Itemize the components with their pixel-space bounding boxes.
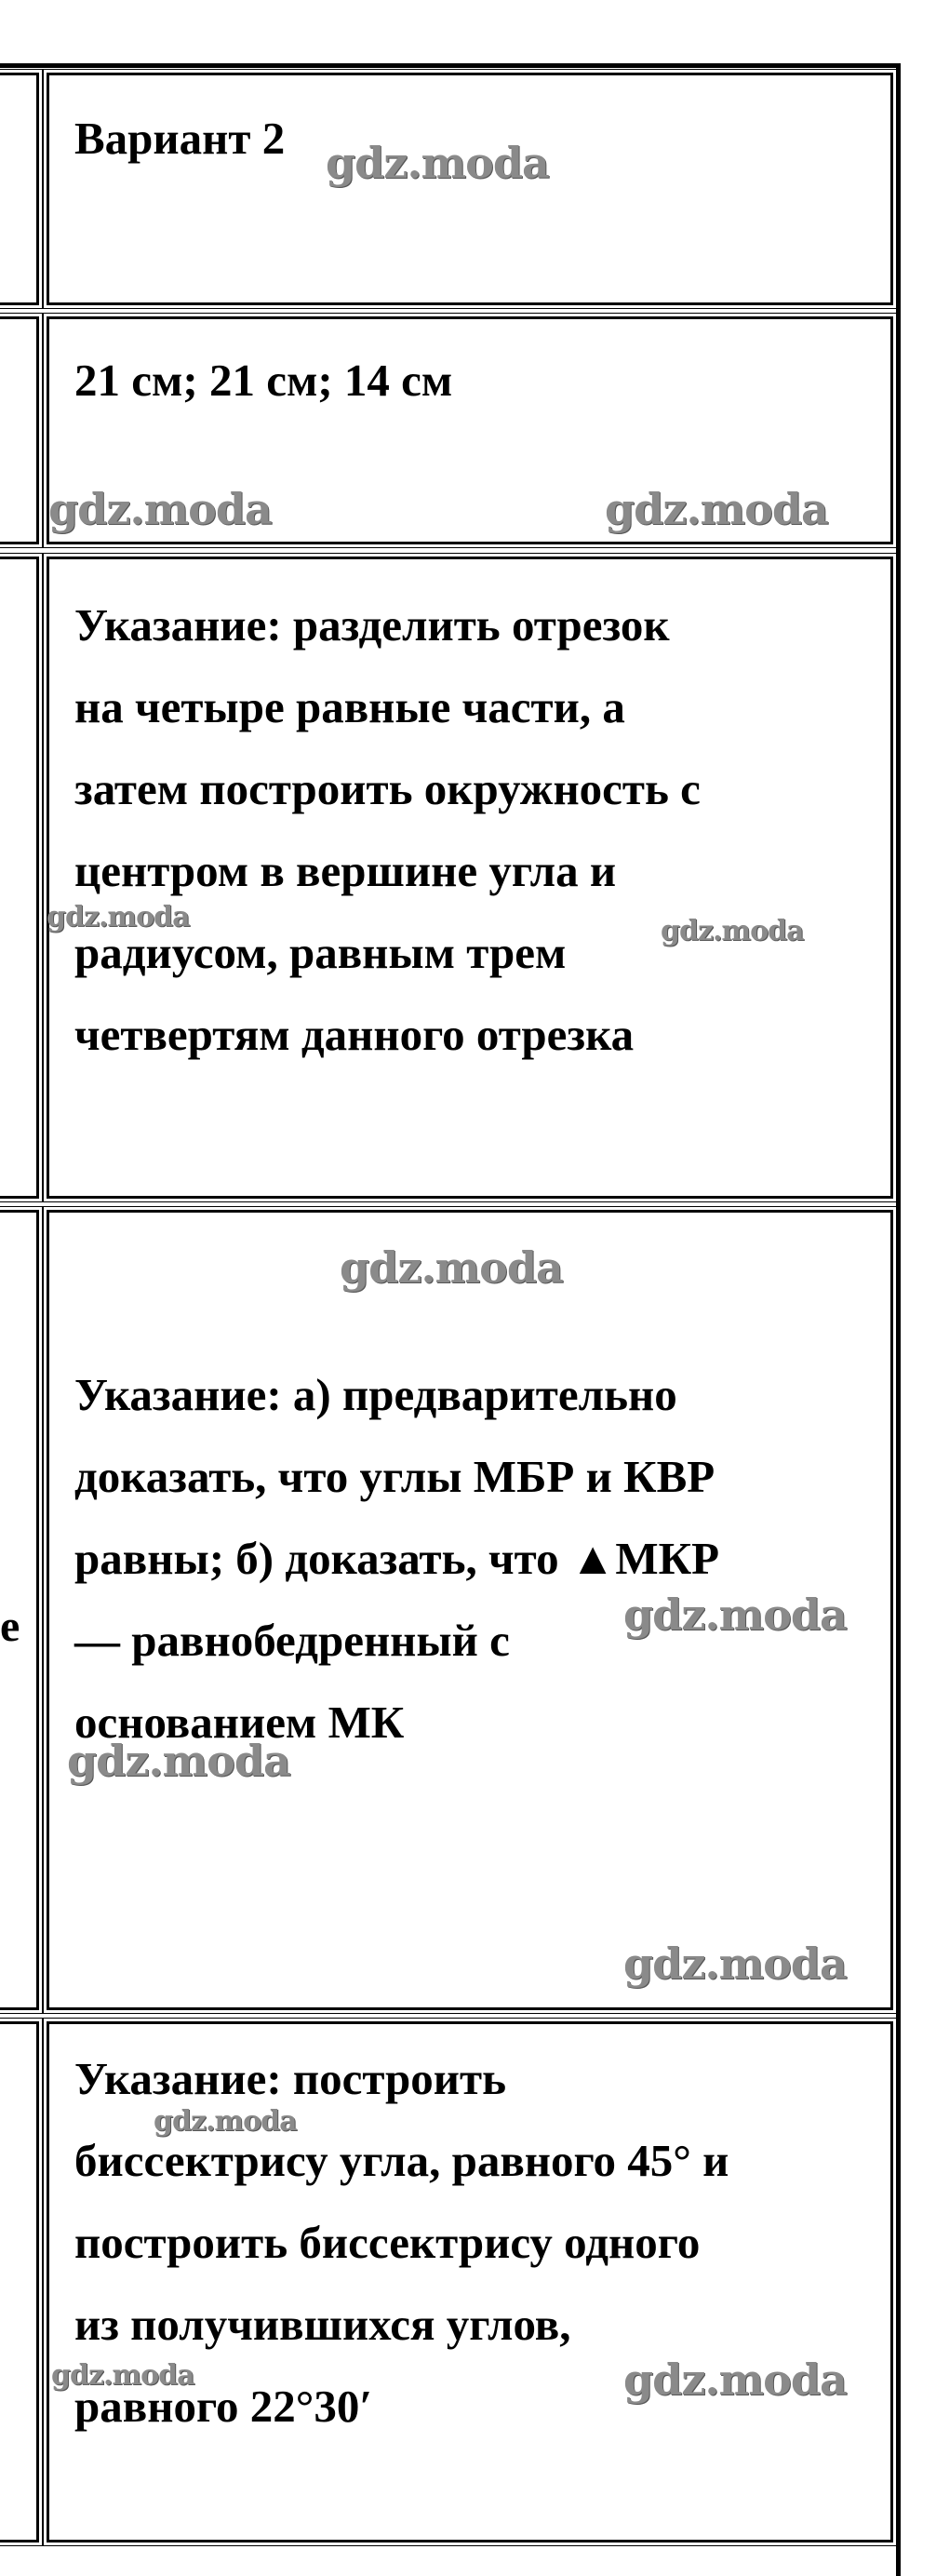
variant-heading: Вариант 2 xyxy=(74,113,286,164)
watermark-text: gdz.moda xyxy=(661,915,804,947)
left-cell-3 xyxy=(0,557,39,1199)
watermark-text: gdz.moda xyxy=(340,1242,563,1293)
watermark-text: gdz.moda xyxy=(605,484,828,534)
watermark-text: gdz.moda xyxy=(623,2355,847,2405)
watermark-text: gdz.moda xyxy=(47,901,190,933)
watermark-text: gdz.moda xyxy=(326,138,549,188)
answer-3-line: четвертям данного отрезка xyxy=(74,1009,635,1060)
left-cell-2 xyxy=(0,316,39,544)
answer-5-line: построить биссектрису одного xyxy=(74,2217,701,2268)
answer-3-line: затем построить окружность с xyxy=(74,763,701,814)
answer-5-line: равного 22°30′ xyxy=(74,2381,373,2432)
answer-4-line: Указание: а) предварительно xyxy=(74,1369,677,1420)
answer-5-line: биссектрису угла, равного 45° и xyxy=(74,2135,729,2186)
watermark-text: gdz.moda xyxy=(623,1590,847,1640)
answer-4-line: равны; б) доказать, что ▲МКР xyxy=(74,1533,720,1584)
watermark-text: gdz.moda xyxy=(67,1736,290,1786)
answer-4-line: — равнобедренный с xyxy=(74,1615,510,1666)
left-cell-5 xyxy=(0,2021,39,2542)
answer-4-line: основанием МК xyxy=(74,1697,405,1748)
watermark-text: gdz.moda xyxy=(623,1939,847,1989)
answer-3-line: центром в вершине угла и xyxy=(74,845,617,896)
answer-4-line: доказать, что углы МБР и КВР xyxy=(74,1451,715,1502)
answer-3-line: Указание: разделить отрезок xyxy=(74,599,670,651)
answer-5-line: Указание: построить xyxy=(74,2053,507,2104)
clipped-left-text: e xyxy=(0,1602,20,1651)
watermark-text: gdz.moda xyxy=(51,2359,194,2392)
answer-3-line: на четыре равные части, а xyxy=(74,681,625,732)
watermark-text: gdz.moda xyxy=(154,2105,297,2138)
answer-2-text: 21 см; 21 см; 14 см xyxy=(74,355,453,406)
watermark-text: gdz.moda xyxy=(48,484,272,534)
answer-3-line: радиусом, равным трем xyxy=(74,927,567,978)
left-cell-1 xyxy=(0,73,39,305)
answer-5-line: из получившихся углов, xyxy=(74,2299,571,2350)
